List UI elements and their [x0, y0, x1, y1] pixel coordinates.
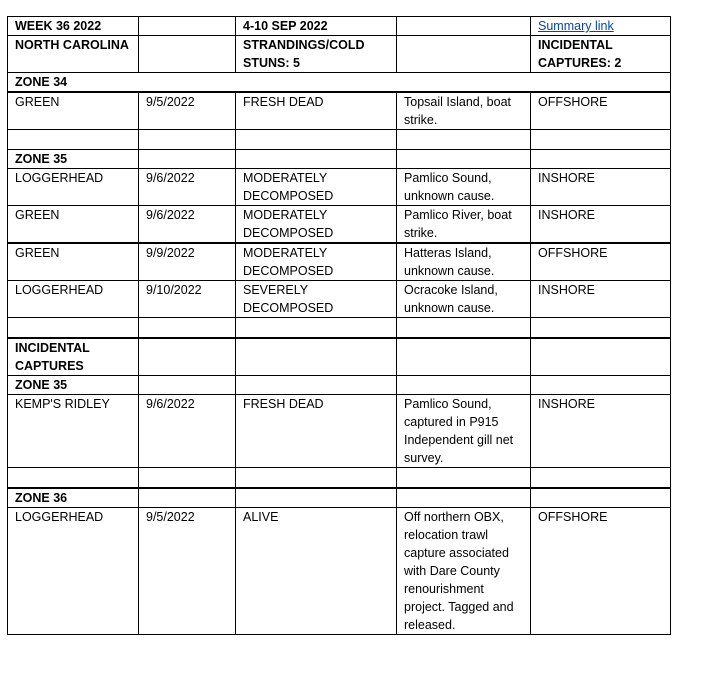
area-cell: INSHORE — [531, 281, 671, 318]
area-cell: INSHORE — [531, 206, 671, 244]
location-cell: Hatteras Island, unknown cause. — [397, 243, 531, 281]
incidental-zone-35-label: ZONE 35 — [8, 376, 139, 395]
species-cell: GREEN — [8, 92, 139, 130]
section-row — [8, 338, 671, 376]
empty-cell — [139, 36, 236, 73]
date-cell: 9/9/2022 — [139, 243, 236, 281]
area-cell: OFFSHORE — [531, 243, 671, 281]
empty-cell — [397, 17, 531, 36]
table-row — [8, 243, 671, 281]
incidental-zone-36-label: ZONE 36 — [8, 488, 139, 508]
zone-row — [8, 150, 671, 169]
incidental-captures-title: INCIDENTAL CAPTURES — [8, 338, 139, 376]
location-cell: Ocracoke Island, unknown cause. — [397, 281, 531, 318]
spacer-row — [8, 318, 671, 339]
area-cell: OFFSHORE — [531, 92, 671, 130]
empty-cell — [397, 36, 531, 73]
table-row — [8, 206, 671, 244]
week-label: WEEK 36 2022 — [8, 17, 139, 36]
species-cell: GREEN — [8, 206, 139, 244]
condition-cell: MODERATELY DECOMPOSED — [236, 243, 397, 281]
header-row — [8, 17, 671, 36]
location-cell: Pamlico Sound, captured in P915 Independent gill net survey. — [397, 395, 531, 468]
date-cell: 9/10/2022 — [139, 281, 236, 318]
header-row — [8, 36, 671, 73]
date-cell: 9/6/2022 — [139, 169, 236, 206]
spacer-row — [8, 468, 671, 489]
species-cell: LOGGERHEAD — [8, 281, 139, 318]
zone-34-label: ZONE 34 — [8, 73, 671, 93]
table-row — [8, 395, 671, 468]
area-cell: INSHORE — [531, 169, 671, 206]
zone-row — [8, 488, 671, 508]
area-cell: OFFSHORE — [531, 508, 671, 635]
spacer-row — [8, 130, 671, 150]
date-cell: 9/5/2022 — [139, 508, 236, 635]
summary-link[interactable]: Summary link — [538, 19, 614, 33]
location-cell: Pamlico Sound, unknown cause. — [397, 169, 531, 206]
condition-cell: SEVERELY DECOMPOSED — [236, 281, 397, 318]
species-cell: LOGGERHEAD — [8, 169, 139, 206]
date-cell: 9/5/2022 — [139, 92, 236, 130]
species-cell: KEMP'S RIDLEY — [8, 395, 139, 468]
condition-cell: MODERATELY DECOMPOSED — [236, 169, 397, 206]
empty-cell — [139, 17, 236, 36]
captures-count: INCIDENTAL CAPTURES: 2 — [531, 36, 671, 73]
summary-cell — [531, 17, 671, 36]
location-cell: Off northern OBX, relocation trawl capture associated with Dare County renourishment project. Tagged and released. — [397, 508, 531, 635]
area-cell: INSHORE — [531, 395, 671, 468]
date-cell: 9/6/2022 — [139, 395, 236, 468]
zone-row — [8, 376, 671, 395]
species-cell: LOGGERHEAD — [8, 508, 139, 635]
condition-cell: FRESH DEAD — [236, 395, 397, 468]
table-row — [8, 92, 671, 130]
date-cell: 9/6/2022 — [139, 206, 236, 244]
strandings-count: STRANDINGS/COLD STUNS: 5 — [236, 36, 397, 73]
zone-35-label: ZONE 35 — [8, 150, 139, 169]
zone-row — [8, 73, 671, 93]
condition-cell: MODERATELY DECOMPOSED — [236, 206, 397, 244]
condition-cell: FRESH DEAD — [236, 92, 397, 130]
location-cell: Pamlico River, boat strike. — [397, 206, 531, 244]
location-cell: Topsail Island, boat strike. — [397, 92, 531, 130]
species-cell: GREEN — [8, 243, 139, 281]
condition-cell: ALIVE — [236, 508, 397, 635]
table-row — [8, 508, 671, 635]
table-row — [8, 281, 671, 318]
table-row — [8, 169, 671, 206]
state-label: NORTH CAROLINA — [8, 36, 139, 73]
turtle-report-table — [7, 16, 671, 635]
date-range: 4-10 SEP 2022 — [236, 17, 397, 36]
